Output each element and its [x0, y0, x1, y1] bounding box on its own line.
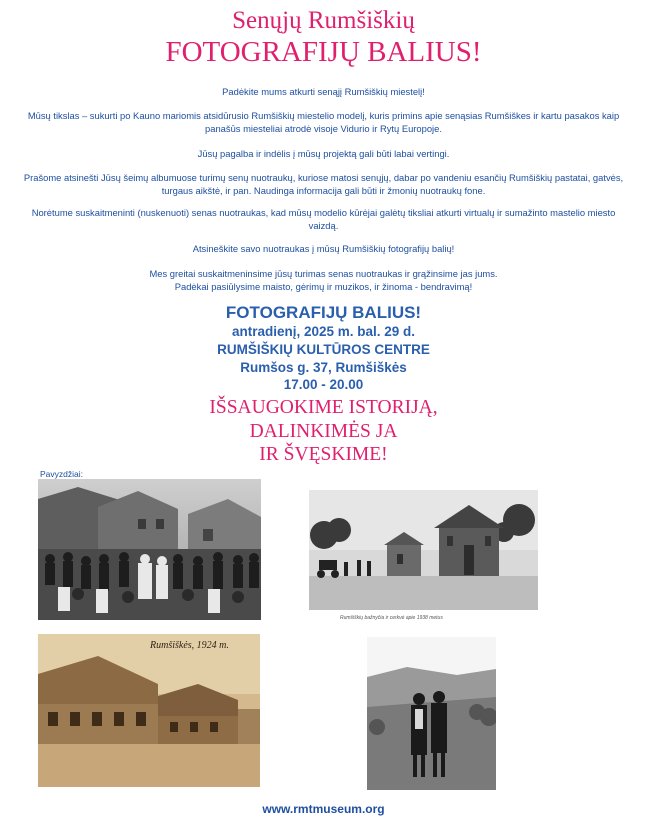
photo-church-caption: Rumšiškių bažnyčia ir cerkvė apie 1938 metus [340, 615, 443, 621]
event-venue: RUMŠIŠKIŲ KULTŪROS CENTRE [217, 342, 430, 357]
slogan-line1: IŠSAUGOKIME ISTORIJĄ, [209, 397, 438, 418]
intro-paragraph-1: Padėkite mums atkurti senąjį Rumšiškių miestelį! [222, 86, 425, 97]
photo-houses-inscription: Rumšiškės, 1924 m. [150, 640, 229, 651]
photo-houses-1924 [38, 634, 260, 787]
intro-paragraph-6: Atsineškite savo nuotraukas į mūsų Rumšiškių fotografijų balių! [192, 243, 455, 254]
photo-couple-hillside [367, 637, 496, 790]
event-address: Rumšos g. 37, Rumšiškės [240, 360, 407, 375]
slogan-line3: IR ŠVĘSKIME! [259, 444, 388, 465]
poster-title-line2: FOTOGRAFIJŲ BALIUS! [165, 36, 482, 68]
intro-paragraph-2: Mūsų tikslas – sukurti po Kauno mariomis atsidūrusio Rumšiškių miestelio modelį, kuris primins apie senąsias Rumšiškes ir kartu pasakos kaip panašūs miesteliai atrodė visoje Vidurio ir Rytų Europoje. [27, 110, 620, 134]
photo-crowd-street [38, 479, 261, 620]
event-date: antradienį, 2025 m. bal. 29 d. [231, 324, 416, 339]
intro-paragraph-5: Norėtume suskaitmeninti (nuskenuoti) senas nuotraukas, kad mūsų modelio kūrėjai galėtų tiksliai atkurti virtualų ir sumažinto mastelio miesto vaizdą. [31, 207, 616, 231]
event-time: 17.00 - 20.00 [283, 377, 364, 392]
footer-url[interactable]: www.rmtmuseum.org [262, 802, 385, 816]
intro-paragraph-7b: Padėkai pasiūlysime maisto, gėrimų ir muzikos, ir žinoma - bendravimą! [174, 281, 473, 292]
examples-label: Pavyzdžiai: [40, 469, 83, 479]
poster-title-line1: Senųjų Rumšiškių [232, 7, 415, 34]
intro-paragraph-4: Prašome atsinešti Jūsų šeimų albumuose turimų senų nuotraukų, kuriose matosi senųjų, dabar po vandeniu esančių Rumšiškių pastatai, gatvės, turgaus aikštė, ir pan. Naudinga informacija gali būti ir žmonių nuotraukų fone. [23, 172, 624, 196]
slogan-line2: DALINKIMĖS JA [249, 421, 398, 442]
event-name: FOTOGRAFIJŲ BALIUS! [225, 303, 422, 322]
photo-church [309, 490, 538, 610]
intro-paragraph-3: Jūsų pagalba ir indėlis į mūsų projektą gali būti labai vertingi. [197, 148, 450, 159]
intro-paragraph-7a: Mes greitai suskaitmeninsime jūsų turimas senas nuotraukas ir grąžinsime jas jums. [149, 268, 498, 279]
